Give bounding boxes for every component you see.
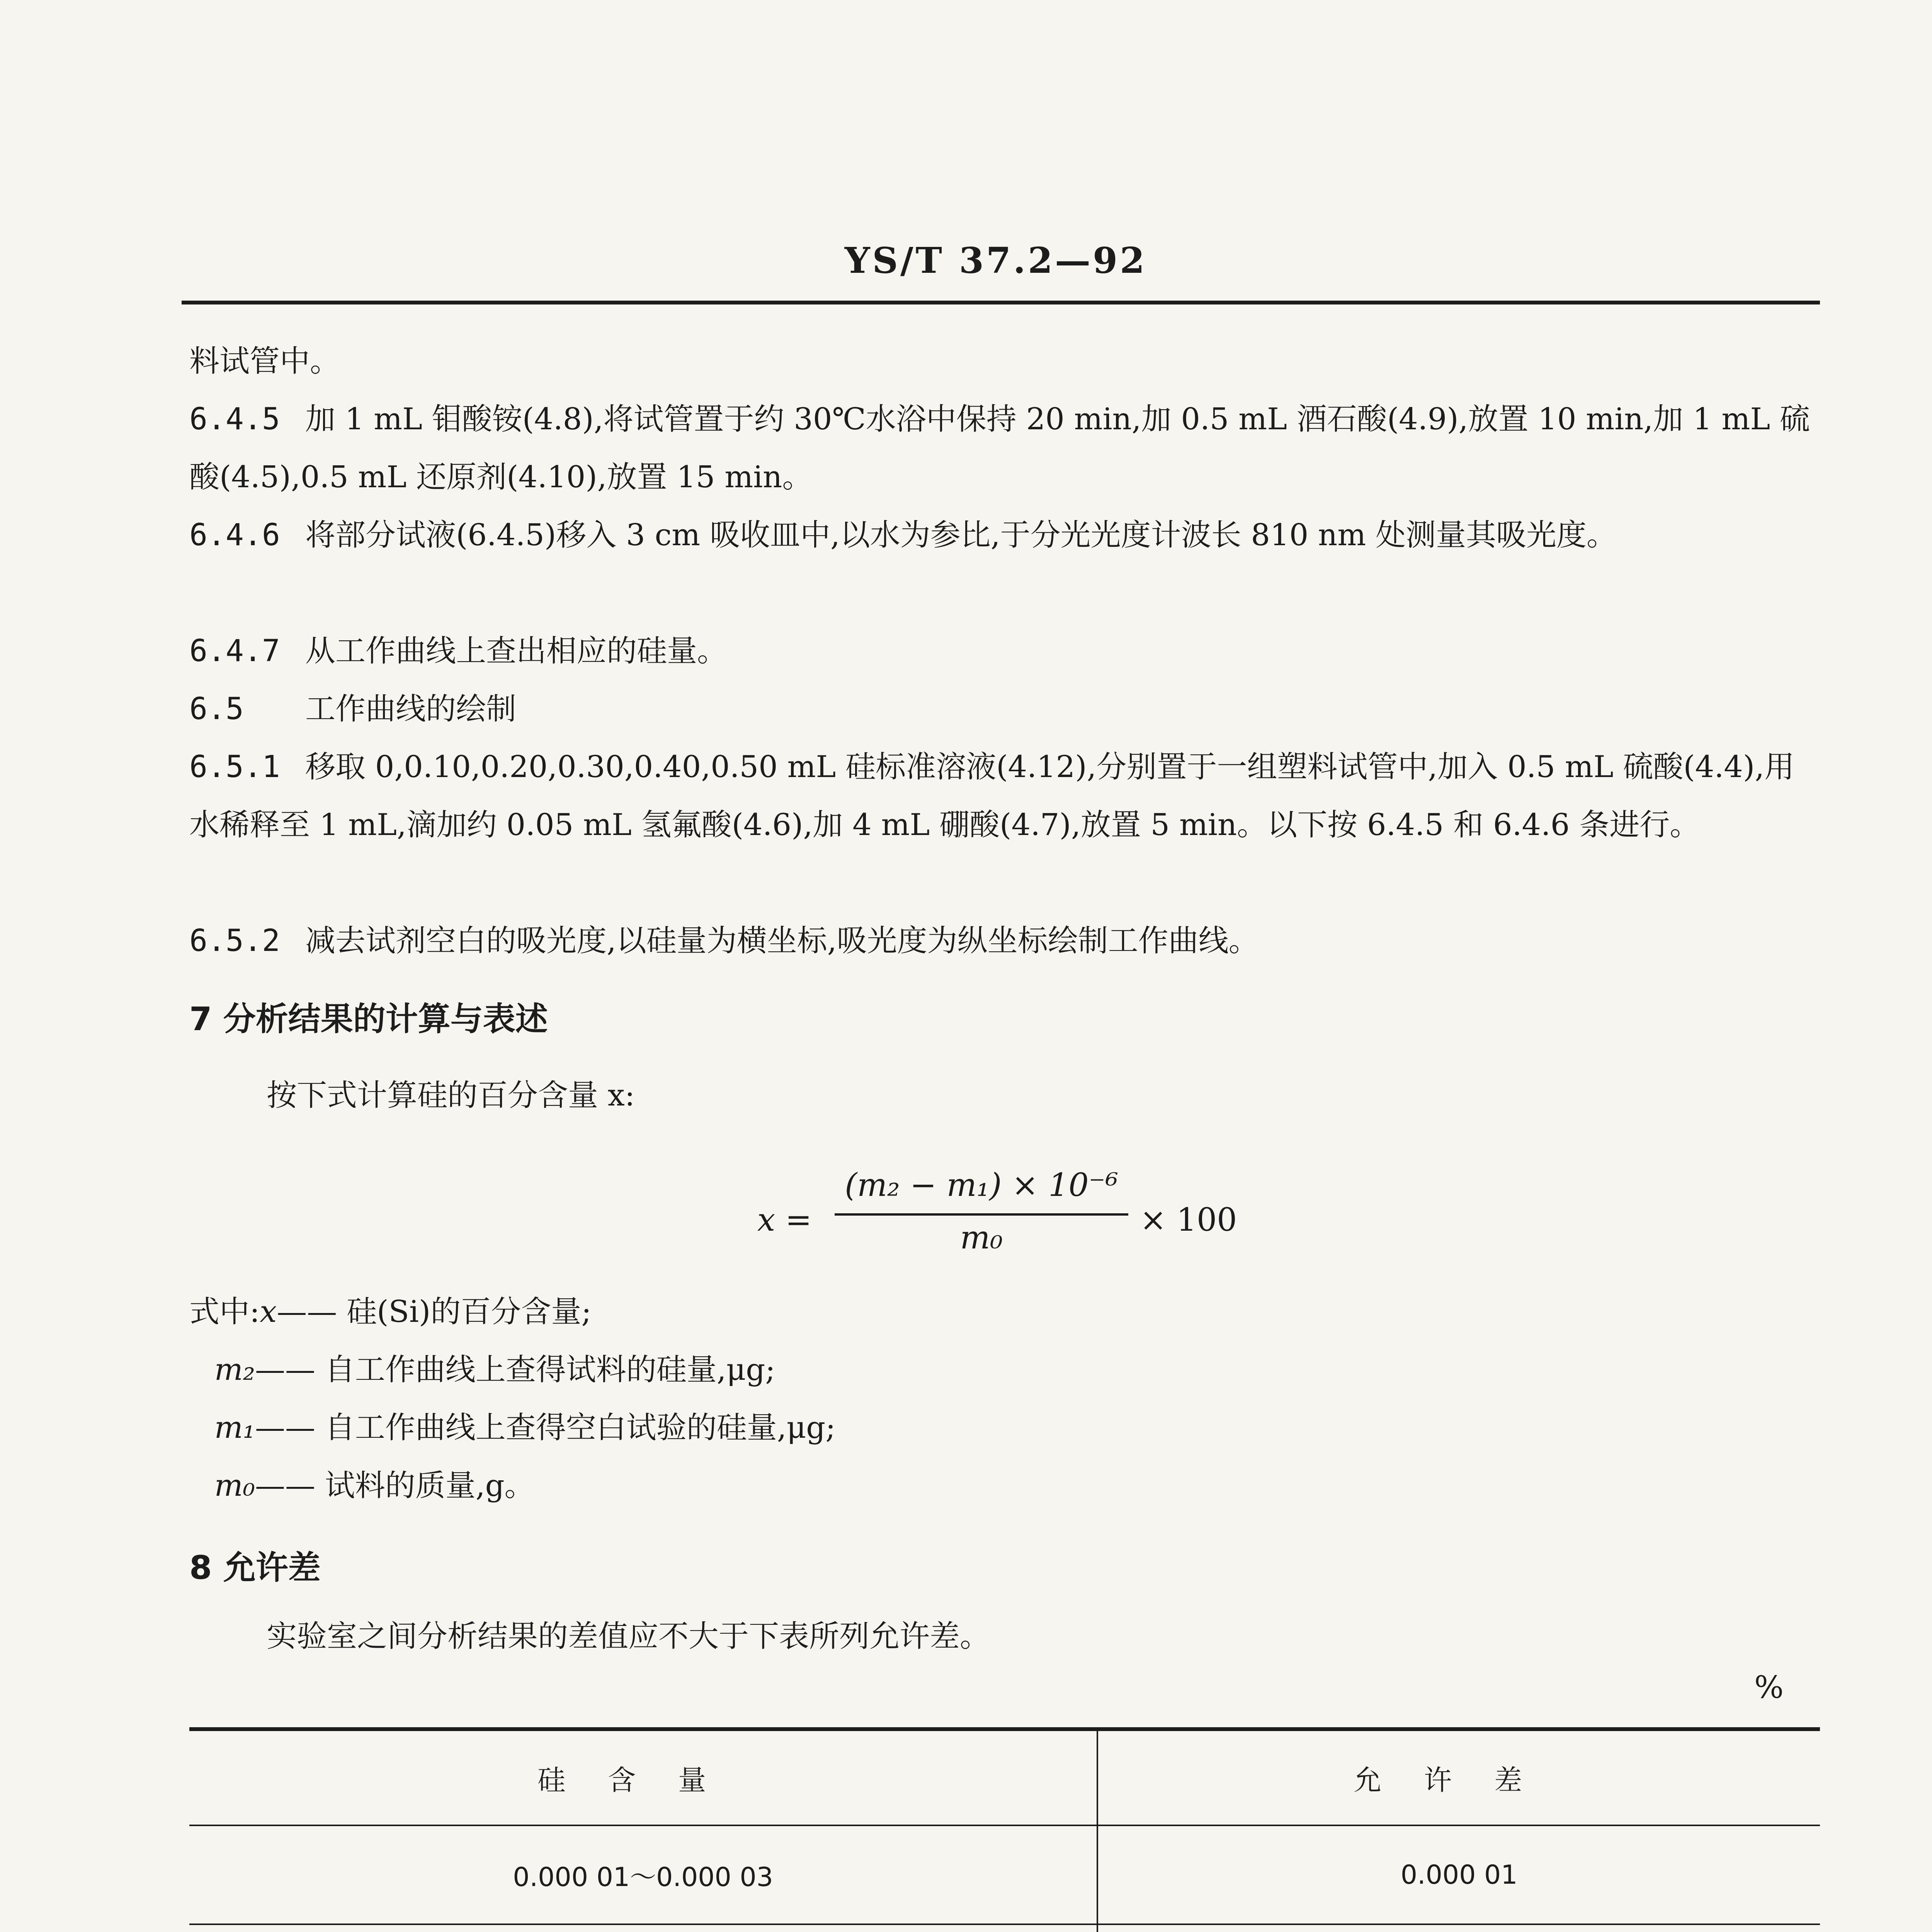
fraction-bar: [835, 1213, 1128, 1216]
variable-description: —— 硅(Si)的百分含量;: [277, 1294, 592, 1329]
clause-text: 移取 0,0.10,0.20,0.30,0.40,0.50 mL 硅标准溶液(4.12),分别置于一组塑料试管中,加入 0.5 mL 硫酸(4.4),用水稀释至 1 mL,滴加约 0.05 mL 氢氟酸(4.6),加 4 mL 硼酸(4.7),放置 5 min。以下按 6.4.5 和 6.4.6 条进行。: [189, 750, 1795, 842]
clause-6-5-2: [189, 912, 1820, 970]
table-header-row: [189, 1729, 1820, 1825]
variable-symbol: m₂: [214, 1352, 255, 1387]
definition-row: [189, 1341, 1812, 1399]
clause-text: 加 1 mL 钼酸铵(4.8),将试管置于约 30℃水浴中保持 20 min,加 0.5 mL 酒石酸(4.9),放置 10 min,加 1 mL 硫酸(4.5),0.5 mL 还原剂(4.10),放置 15 min。: [189, 402, 1810, 495]
clause-6-4-7: [189, 622, 1820, 680]
definition-row: [189, 1457, 1812, 1515]
variable-description: —— 自工作曲线上查得空白试验的硅量,μg;: [255, 1410, 836, 1445]
table-row: [189, 1924, 1820, 1932]
clause-text: 将部分试液(6.4.5)移入 3 cm 吸收皿中,以水为参比,于分光光度计波长 810 nm 处测量其吸光度。: [305, 518, 1617, 553]
standard-code-header: YS/T 37.2—92: [844, 240, 1147, 281]
section-8-heading: 8 允许差: [189, 1549, 321, 1587]
formula-numerator: (m₂ − m₁) × 10⁻⁶: [845, 1167, 1118, 1204]
table-unit: %: [1754, 1669, 1784, 1705]
clause-number: 6.4.5: [189, 402, 280, 437]
variable-description: —— 试料的质量,g。: [255, 1468, 535, 1503]
clause-6-4-5: [189, 390, 1820, 506]
header-rule: [182, 301, 1820, 304]
tolerance-table: [189, 1727, 1820, 1932]
variable-symbol: m₀: [214, 1468, 255, 1503]
clause-number: 6.4.7: [189, 634, 280, 668]
where-lead: 式中:: [189, 1294, 260, 1329]
formula-rhs: × 100: [1140, 1202, 1237, 1238]
paragraph-continuation: 料试管中。: [189, 344, 340, 379]
clause-number: 6.4.6: [189, 518, 280, 553]
variable-definitions: [189, 1283, 1812, 1515]
clause-text: 减去试剂空白的吸光度,以硅量为横坐标,吸光度为纵坐标绘制工作曲线。: [305, 923, 1259, 958]
column-header-content: 硅含量: [189, 1729, 1097, 1825]
clause-text: 工作曲线的绘制: [305, 692, 517, 726]
table-row: [189, 1825, 1820, 1924]
clause-6-5-1: [189, 738, 1820, 854]
clause-6-4-6: [189, 506, 1820, 564]
table-cell: 0.000 01: [1097, 1825, 1820, 1924]
clause-number: 6.5.2: [189, 923, 280, 958]
definition-row: [189, 1283, 1812, 1341]
section-7-heading: 7 分析结果的计算与表述: [189, 1000, 548, 1038]
clause-6-5: [189, 680, 1820, 738]
column-header-tolerance: 允许差: [1097, 1729, 1820, 1825]
section-8-intro: 实验室之间分析结果的差值应不大于下表所列允许差。: [267, 1619, 990, 1654]
formula-fraction: [835, 1167, 1128, 1256]
clause-text: 从工作曲线上查出相应的硅量。: [305, 634, 728, 668]
section-7-intro: 按下式计算硅的百分含量 x:: [267, 1078, 635, 1113]
variable-symbol: m₁: [214, 1410, 255, 1445]
formula: [757, 1167, 1298, 1283]
definition-row: [189, 1399, 1812, 1457]
clause-number: 6.5.1: [189, 750, 280, 784]
table-cell: [189, 1924, 1097, 1932]
table-cell: [1097, 1924, 1820, 1932]
table-cell: 0.000 01～0.000 03: [189, 1825, 1097, 1924]
formula-lhs: x =: [757, 1202, 812, 1238]
formula-denominator: m₀: [960, 1219, 1003, 1256]
variable-description: —— 自工作曲线上查得试料的硅量,μg;: [255, 1352, 776, 1387]
clause-number: 6.5: [189, 692, 244, 726]
variable-symbol: x: [260, 1294, 277, 1329]
